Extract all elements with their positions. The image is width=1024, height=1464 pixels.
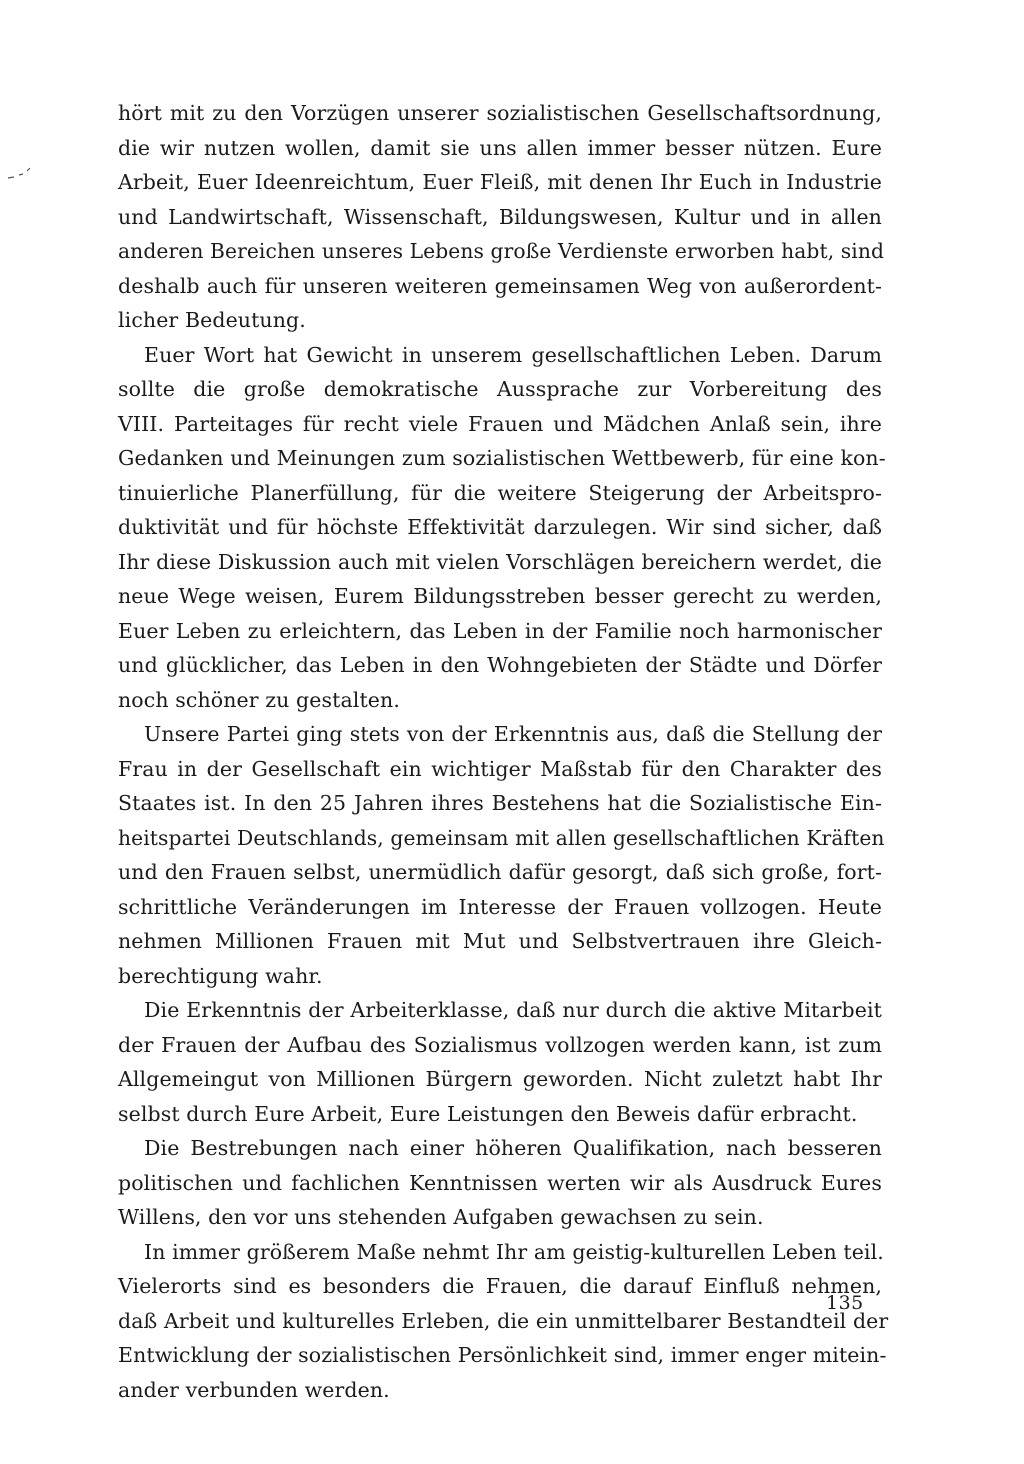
text-line: noch schöner zu gestalten.: [118, 687, 400, 712]
text-line: In immer größerem Maße nehmt Ihr am geistig-kulturellen Leben teil.: [144, 1239, 884, 1264]
text-line: berechtigung wahr.: [118, 963, 323, 988]
text-line: sollte die große demokratische Aussprache zur Vorbereitung des: [118, 377, 882, 401]
text-line: tinuierliche Planerfüllung, für die weitere Steigerung der Arbeitspro-: [118, 480, 882, 505]
text-line: der Frauen der Aufbau des Sozialismus vollzogen werden kann, ist zum: [118, 1032, 882, 1057]
text-line: hört mit zu den Vorzügen unserer sozialistischen Gesellschaftsordnung,: [118, 101, 882, 125]
text-line: heitspartei Deutschlands, gemeinsam mit allen gesellschaftlichen Kräften: [118, 825, 885, 850]
text-line: licher Bedeutung.: [118, 308, 306, 332]
text-line: Staates ist. In den 25 Jahren ihres Bestehens hat die Sozialistische Ein-: [118, 791, 882, 815]
text-line: daß Arbeit und kulturelles Erleben, die ein unmittelbarer Bestandteil der: [118, 1308, 889, 1333]
text-line: VIII. Parteitages für recht viele Frauen und Mädchen Anlaß sein, ihre: [118, 411, 882, 436]
text-line: nehmen Millionen Frauen mit Mut und Selbstvertrauen ihre Gleich-: [118, 929, 882, 953]
text-line: deshalb auch für unseren weiteren gemeinsamen Weg von außerordent-: [118, 273, 882, 298]
text-line: Frau in der Gesellschaft ein wichtiger Maßstab für den Charakter des: [118, 756, 882, 781]
text-line: Euer Wort hat Gewicht in unserem gesellschaftlichen Leben. Darum: [144, 342, 882, 367]
paragraph: [118, 717, 885, 993]
text-line: Die Bestrebungen nach einer höheren Qualifikation, nach besseren: [144, 1136, 882, 1160]
page-number: 135: [826, 1292, 864, 1314]
text-line: Vielerorts sind es besonders die Frauen, die darauf Einfluß nehmen,: [118, 1274, 882, 1298]
paragraph: [118, 1235, 889, 1408]
text-line: und glücklicher, das Leben in den Wohngebieten der Städte und Dörfer: [118, 653, 882, 677]
text-line: anderen Bereichen unseres Lebens große Verdienste erworben habt, sind: [118, 239, 885, 263]
text-line: Ihr diese Diskussion auch mit vielen Vorschlägen bereichern werdet, die: [118, 549, 882, 574]
paragraph: [118, 96, 885, 338]
text-line: Gedanken und Meinungen zum sozialistischen Wettbewerb, für eine kon-: [118, 446, 886, 470]
text-line: ander verbunden werden.: [118, 1377, 390, 1402]
body-text: [118, 96, 889, 1407]
text-line: schrittliche Veränderungen im Interesse der Frauen vollzogen. Heute: [118, 894, 882, 919]
text-line: Entwicklung der sozialistischen Persönlichkeit sind, immer enger mitein-: [118, 1343, 887, 1367]
paragraph: [118, 338, 886, 718]
text-line: selbst durch Eure Arbeit, Eure Leistungen den Beweis dafür erbracht.: [118, 1101, 858, 1126]
paragraph: [118, 993, 882, 1131]
text-line: Euer Leben zu erleichtern, das Leben in der Familie noch harmonischer: [118, 618, 882, 643]
text-line: Die Erkenntnis der Arbeiterklasse, daß nur durch die aktive Mitarbeit: [144, 998, 882, 1022]
text-line: Unsere Partei ging stets von der Erkenntnis aus, daß die Stellung der: [144, 722, 882, 746]
text-line: Willens, den vor uns stehenden Aufgaben gewachsen zu sein.: [118, 1205, 764, 1229]
text-line: neue Wege weisen, Eurem Bildungsstreben besser gerecht zu werden,: [118, 584, 882, 608]
margin-pencil-mark-icon: [6, 166, 34, 182]
text-line: duktivität und für höchste Effektivität darzulegen. Wir sind sicher, daß: [118, 515, 882, 539]
text-line: Arbeit, Euer Ideenreichtum, Euer Fleiß, mit denen Ihr Euch in Industrie: [118, 170, 882, 194]
paragraph: [118, 1131, 882, 1235]
text-line: Allgemeingut von Millionen Bürgern geworden. Nicht zuletzt habt Ihr: [118, 1067, 882, 1091]
text-line: und Landwirtschaft, Wissenschaft, Bildungswesen, Kultur und in allen: [118, 204, 882, 229]
text-line: politischen und fachlichen Kenntnissen werten wir als Ausdruck Eures: [118, 1170, 882, 1195]
text-line: die wir nutzen wollen, damit sie uns allen immer besser nützen. Eure: [118, 135, 882, 160]
text-line: und den Frauen selbst, unermüdlich dafür gesorgt, daß sich große, fort-: [118, 860, 882, 884]
